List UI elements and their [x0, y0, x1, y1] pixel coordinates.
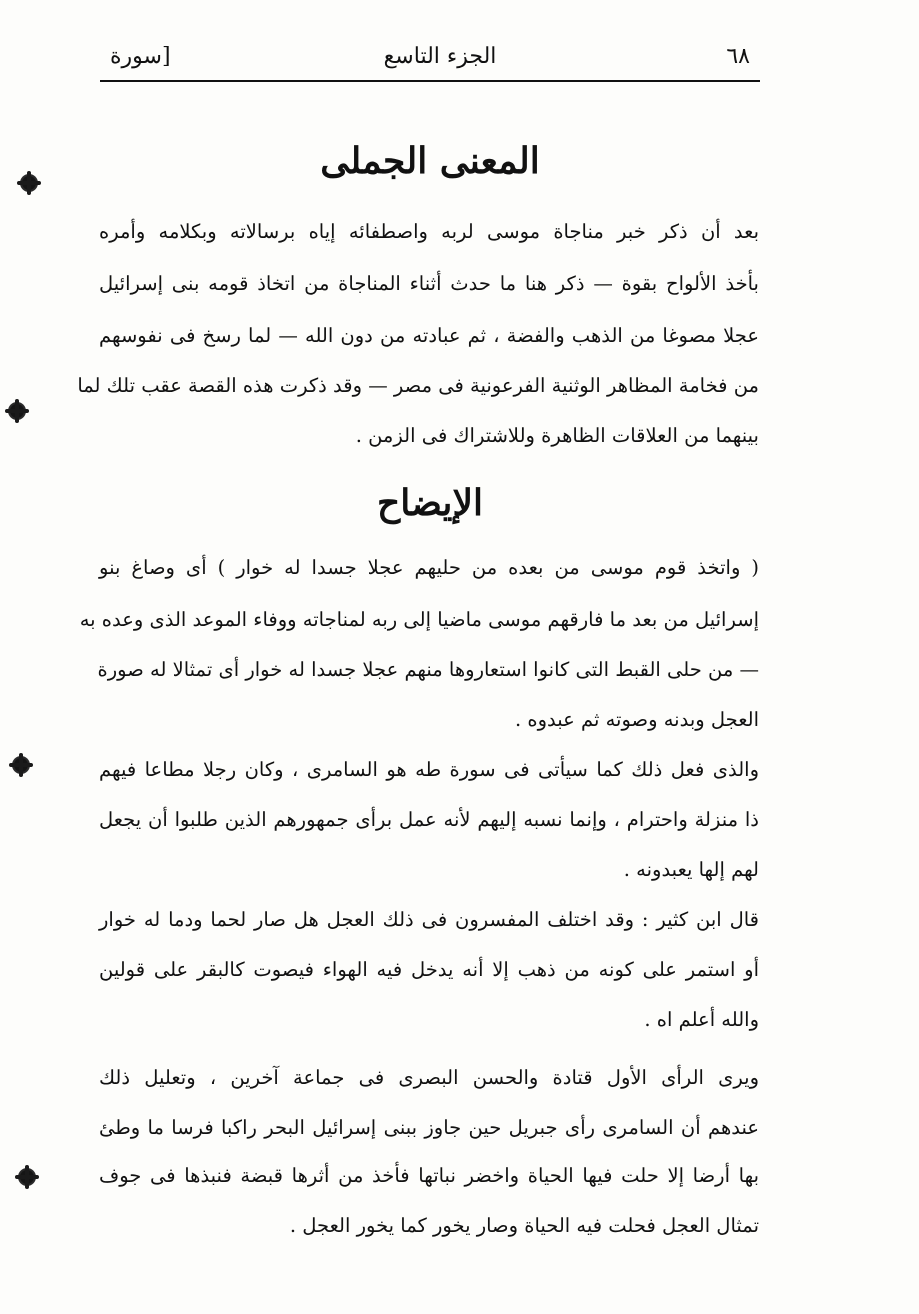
header-rule	[100, 80, 760, 82]
text-line: أو استمر على كونه من ذهب إلا أنه يدخل فيه الهواء فيصوت كالبقر على قولين	[99, 958, 759, 981]
section-heading-general-meaning: المعنى الجملى	[320, 140, 540, 182]
section-heading-explanation: الإيضاح	[377, 482, 483, 524]
text-line: بعد أن ذكر خبر مناجاة موسى لربه واصطفائه إياه برسالاته وبكلامه وأمره	[99, 220, 759, 243]
text-line: ذا منزلة واحترام ، وإنما نسبه إليهم لأنه عمل برأى جمهورهم الذين طلبوا أن يجعل	[99, 808, 759, 831]
margin-blot	[22, 176, 36, 190]
margin-blot	[10, 404, 24, 418]
text-line: قال ابن كثير : وقد اختلف المفسرون فى ذلك العجل هل صار لحما ودما له خوار	[99, 908, 759, 931]
page-header	[100, 38, 760, 82]
text-line: — من حلى القبط التى كانوا استعاروها منهم عجلا جسدا له خوار أى تمثالا له صورة	[97, 658, 759, 681]
text-line: بينهما من العلاقات الظاهرة وللاشتراك فى الزمن .	[355, 424, 759, 447]
surah-label: [سورة	[110, 44, 171, 69]
text-line: ( واتخذ قوم موسى من بعده من حليهم عجلا جسدا له خوار ) أى وصاغ بنو	[99, 556, 759, 579]
page-number: ٦٨	[726, 44, 750, 69]
text-line: تمثال العجل فحلت فيه الحياة وصار يخور كما يخور العجل .	[289, 1214, 759, 1237]
text-line: إسرائيل من بعد ما فارقهم موسى ماضيا إلى ربه لمناجاته ووفاء الموعد الذى وعده به	[79, 608, 759, 631]
margin-blot	[20, 1170, 34, 1184]
part-title: الجزء التاسع	[383, 44, 497, 69]
text-line: والله أعلم اه .	[644, 1008, 759, 1031]
text-line: ويرى الرأى الأول قتادة والحسن البصرى فى جماعة آخرين ، وتعليل ذلك	[99, 1066, 759, 1089]
text-line: عندهم أن السامرى رأى جبريل حين جاوز ببنى إسرائيل البحر راكبا فرسا ما وطئ	[99, 1116, 759, 1139]
margin-blot	[14, 758, 28, 772]
text-line: والذى فعل ذلك كما سيأتى فى سورة طه هو السامرى ، وكان رجلا مطاعا فيهم	[99, 758, 759, 781]
text-line: العجل وبدنه وصوته ثم عبدوه .	[515, 708, 759, 731]
text-line: لهم إلها يعبدونه .	[623, 858, 759, 881]
text-line: عجلا مصوغا من الذهب والفضة ، ثم عبادته من دون الله — لما رسخ فى نفوسهم	[99, 324, 759, 347]
text-line: بها أرضا إلا حلت فيها الحياة واخضر نباتها فأخذ من أثرها قبضة فنبذها فى جوف	[99, 1164, 759, 1187]
text-line: بأخذ الألواح بقوة — ذكر هنا ما حدث أثناء المناجاة من اتخاذ قومه بنى إسرائيل	[99, 272, 759, 295]
text-line: من فخامة المظاهر الوثنية الفرعونية فى مصر — وقد ذكرت هذه القصة عقب تلك لما	[77, 374, 759, 397]
